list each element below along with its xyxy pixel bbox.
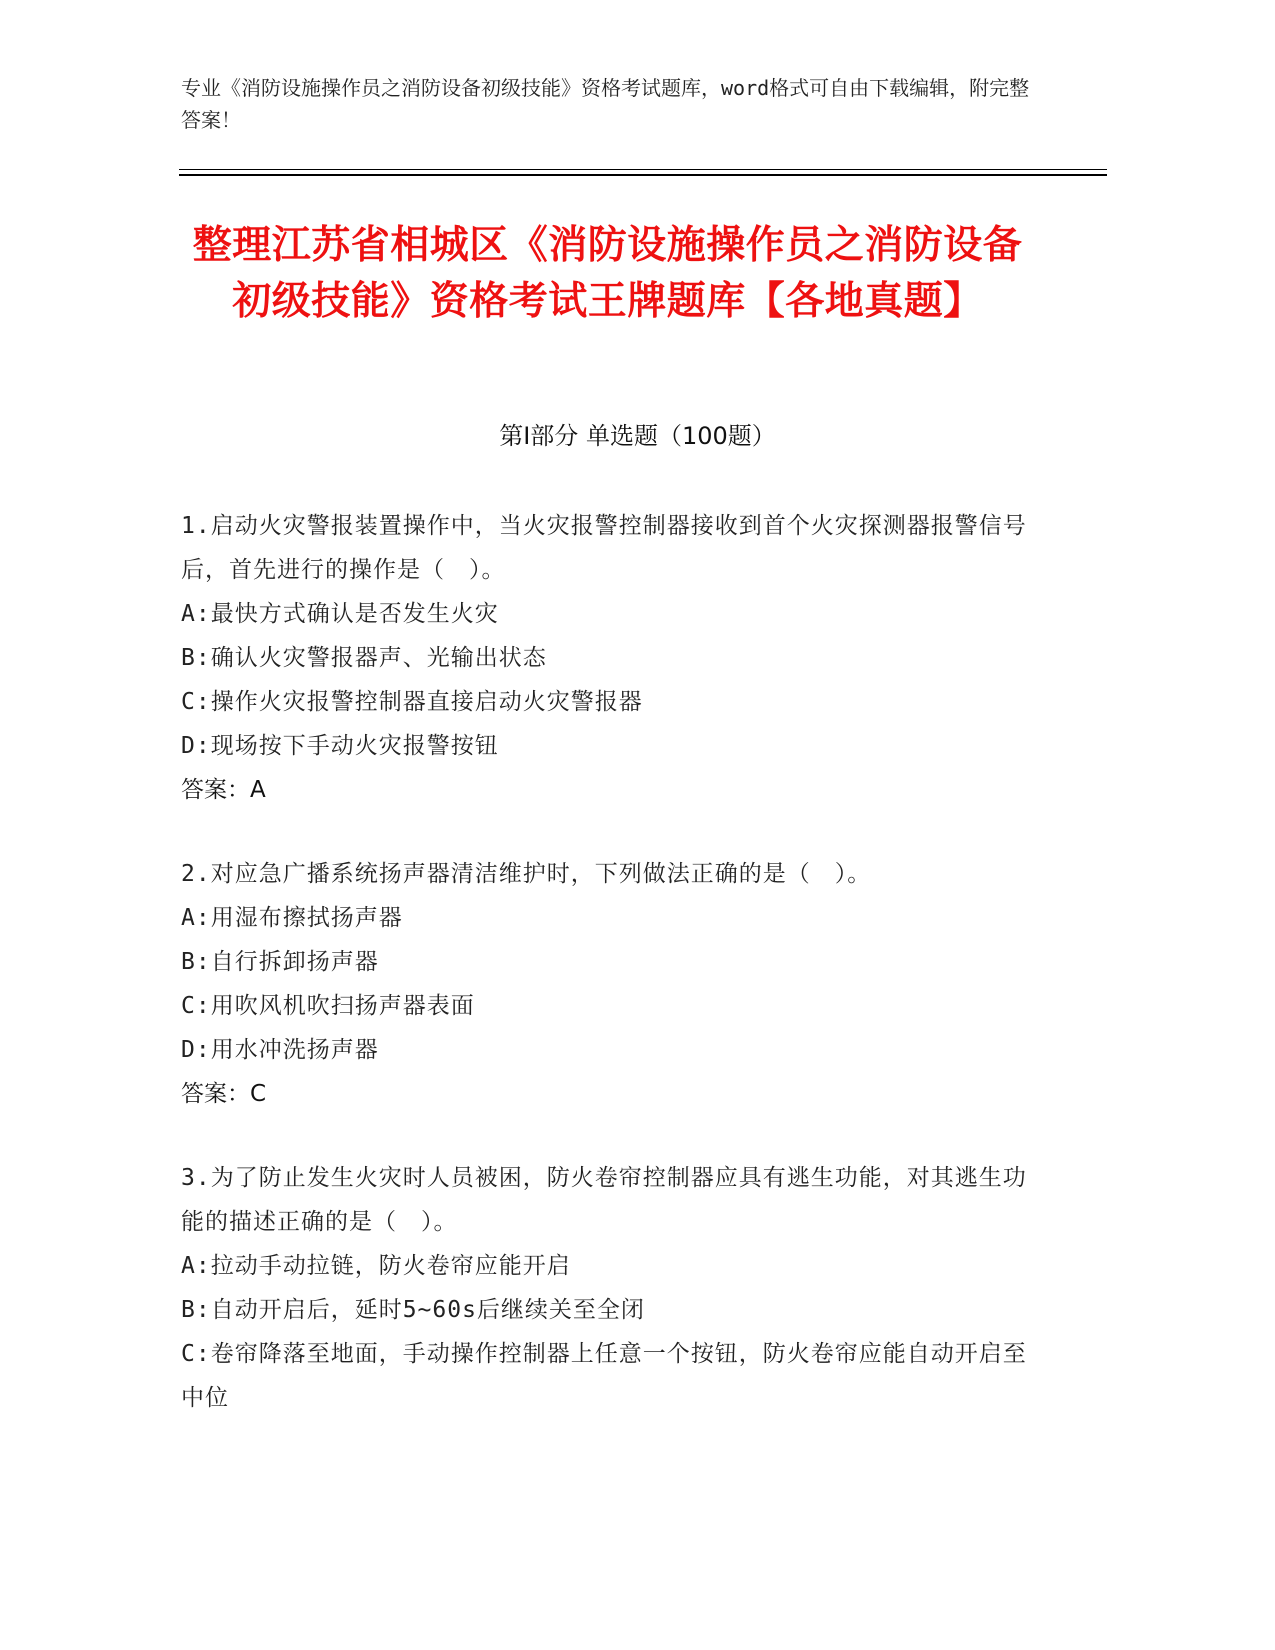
- option-a: A:拉动手动拉链，防火卷帘应能开启: [181, 1253, 571, 1279]
- answer: 答案：A: [181, 777, 266, 803]
- option-b: B:自动开启后，延时5~60s后继续关至全闭: [181, 1297, 645, 1323]
- option-d: D:用水冲洗扬声器: [181, 1037, 379, 1063]
- option-c: C:卷帘降落至地面，手动操作控制器上任意一个按钮，防火卷帘应能自动开启至中位: [181, 1341, 1027, 1411]
- question-1: [181, 504, 1041, 812]
- header-divider-thick: [179, 174, 1107, 176]
- question-2: [181, 852, 1041, 1116]
- option-c: C:用吹风机吹扫扬声器表面: [181, 993, 475, 1019]
- option-d: D:现场按下手动火灾报警按钮: [181, 733, 499, 759]
- option-c: C:操作火灾报警控制器直接启动火灾警报器: [181, 689, 643, 715]
- question-stem: 2.对应急广播系统扬声器清洁维护时，下列做法正确的是（ ）。: [181, 861, 872, 887]
- question-3: [181, 1156, 1041, 1420]
- option-a: A:最快方式确认是否发生火灾: [181, 601, 499, 627]
- option-b: B:自行拆卸扬声器: [181, 949, 379, 975]
- document-title: 整理江苏省相城区《消防设施操作员之消防设备初级技能》资格考试王牌题库【各地真题】: [192, 223, 1023, 324]
- option-a: A:用湿布擦拭扬声器: [181, 905, 403, 931]
- header-divider-thin: [179, 169, 1107, 170]
- answer: 答案：C: [181, 1081, 267, 1107]
- question-stem: 3.为了防止发生火灾时人员被困，防火卷帘控制器应具有逃生功能，对其逃生功能的描述正确的是（ ）。: [181, 1165, 1027, 1235]
- question-stem: 1.启动火灾警报装置操作中，当火灾报警控制器接收到首个火灾探测器报警信号后，首先进行的操作是（ ）。: [181, 513, 1027, 583]
- option-b: B:确认火灾警报器声、光输出状态: [181, 645, 547, 671]
- header-note: 专业《消防设施操作员之消防设备初级技能》资格考试题库，word格式可自由下载编辑，附完整答案！: [181, 76, 1030, 132]
- part-heading: 第I部分 单选题（100题）: [499, 422, 776, 450]
